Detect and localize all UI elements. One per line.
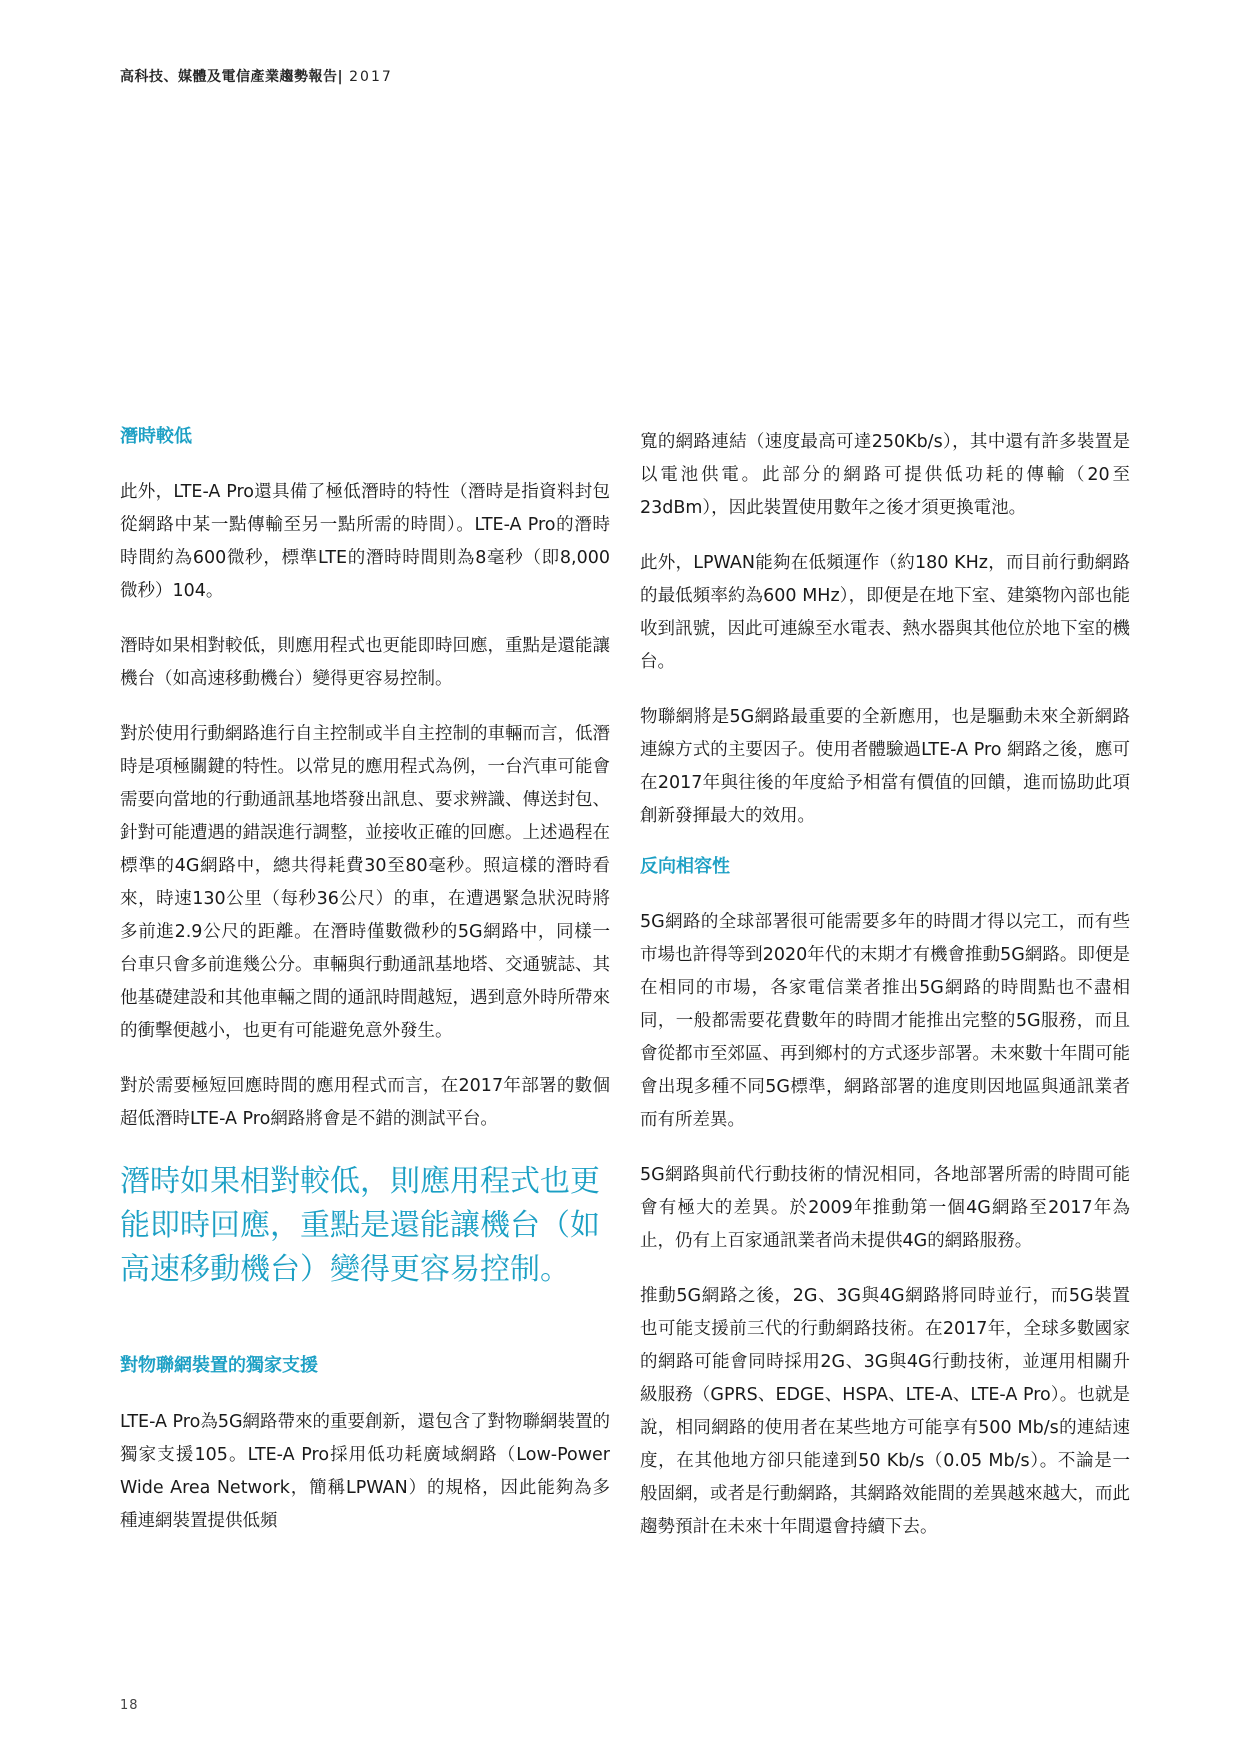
paragraph: 此外，LPWAN能夠在低頻運作（約180 KHz，而目前行動網路的最低頻率約為600 MHz），即便是在地下室、建築物內部也能收到訊號，因此可連線至水電表、熱水器與其他位於地下室的機台。 (640, 553, 1130, 672)
left-column (120, 425, 610, 1560)
paragraph: 潛時如果相對較低，則應用程式也更能即時回應，重點是還能讓機台（如高速移動機台）變得更容易控制。 (120, 636, 610, 690)
section-heading-latency: 潛時較低 (120, 426, 192, 447)
paragraph: 推動5G網路之後，2G、3G與4G網路將同時並行，而5G裝置也可能支援前三代的行動網路技術。在2017年，全球多數國家的網路可能會同時採用2G、3G與4G行動技術，並運用相關升級服務（GPRS、EDGE、HSPA、LTE-A、LTE-A Pro）。也就是說，相同網路的使用者在某些地方可能享有500 Mb/s的連結速度，在其他地方卻只能達到50 Kb/s（0.05 Mb/s）。不論是一般固網，或者是行動網路，其網路效能間的差異越來越大，而此趨勢預計在未來十年間還會持續下去。 (640, 1286, 1130, 1538)
paragraph: 寬的網路連結（速度最高可達250Kb/s），其中還有許多裝置是以電池供電。此部分的網路可提供低功耗的傳輸（20至23dBm），因此裝置使用數年之後才須更換電池。 (640, 432, 1130, 518)
section-heading-iot-support: 對物聯網裝置的獨家支援 (120, 1355, 318, 1377)
paragraph: 對於使用行動網路進行自主控制或半自主控制的車輛而言，低潛時是項極關鍵的特性。以常見的應用程式為例，一台汽車可能會需要向當地的行動通訊基地塔發出訊息、要求辨識、傳送封包、針對可能遭遇的錯誤進行調整，並接收正確的回應。上述過程在標準的4G網路中，總共得耗費30至80毫秒。照這樣的潛時看來，時速130公里（每秒36公尺）的車，在遭遇緊急狀況時將多前進2.9公尺的距離。在潛時僅數微秒的5G網路中，同樣一台車只會多前進幾公分。車輛與行動通訊基地塔、交通號誌、其他基礎建設和其他車輛之間的通訊時間越短，遇到意外時所帶來的衝擊便越小，也更有可能避免意外發生。 (120, 724, 610, 1042)
pull-quote: 潛時如果相對較低，則應用程式也更能即時回應，重點是還能讓機台（如高速移動機台）變得更容易控制。 (120, 1164, 600, 1288)
report-header (120, 66, 393, 86)
paragraph: 5G網路的全球部署很可能需要多年的時間才得以完工，而有些市場也許得等到2020年代的末期才有機會推動5G網路。即便是在相同的市場，各家電信業者推出5G網路的時間點也不盡相同，一般都需要花費數年的時間才能推出完整的5G服務，而且會從都市至郊區、再到鄉村的方式逐步部署。未來數十年間可能會出現多種不同5G標準，網路部署的進度則因地區與通訊業者而有所差異。 (640, 912, 1130, 1131)
section-heading-backward-compatibility: 反向相容性 (640, 856, 730, 877)
paragraph: 物聯網將是5G網路最重要的全新應用，也是驅動未來全新網路連線方式的主要因子。使用者體驗過LTE-A Pro 網路之後，應可在2017年與往後的年度給予相當有價值的回饋，進而協助此項創新發揮最大的效用。 (640, 707, 1130, 826)
report-title: 高科技、媒體及電信產業趨勢報告| (120, 69, 344, 85)
paragraph: 對於需要極短回應時間的應用程式而言，在2017年部署的數個超低潛時LTE-A Pro網路將會是不錯的測試平台。 (120, 1076, 610, 1130)
paragraph: LTE-A Pro為5G網路帶來的重要創新，還包含了對物聯網裝置的獨家支援105。LTE-A Pro採用低功耗廣域網路（Low-Power Wide Area Network，簡稱LPWAN）的規格，因此能夠為多種連網裝置提供低頻 (120, 1411, 611, 1531)
page-number: 18 (120, 1698, 139, 1713)
report-year: 2017 (349, 69, 393, 85)
paragraph: 5G網路與前代行動技術的情況相同，各地部署所需的時間可能會有極大的差異。於2009年推動第一個4G網路至2017年為止，仍有上百家通訊業者尚未提供4G的網路服務。 (640, 1165, 1130, 1252)
right-column (640, 426, 1130, 1566)
paragraph: 此外，LTE-A Pro還具備了極低潛時的特性（潛時是指資料封包從網路中某一點傳輸至另一點所需的時間）。LTE-A Pro的潛時時間約為600微秒，標準LTE的潛時時間則為8毫秒（即8,000微秒）104。 (120, 482, 610, 602)
